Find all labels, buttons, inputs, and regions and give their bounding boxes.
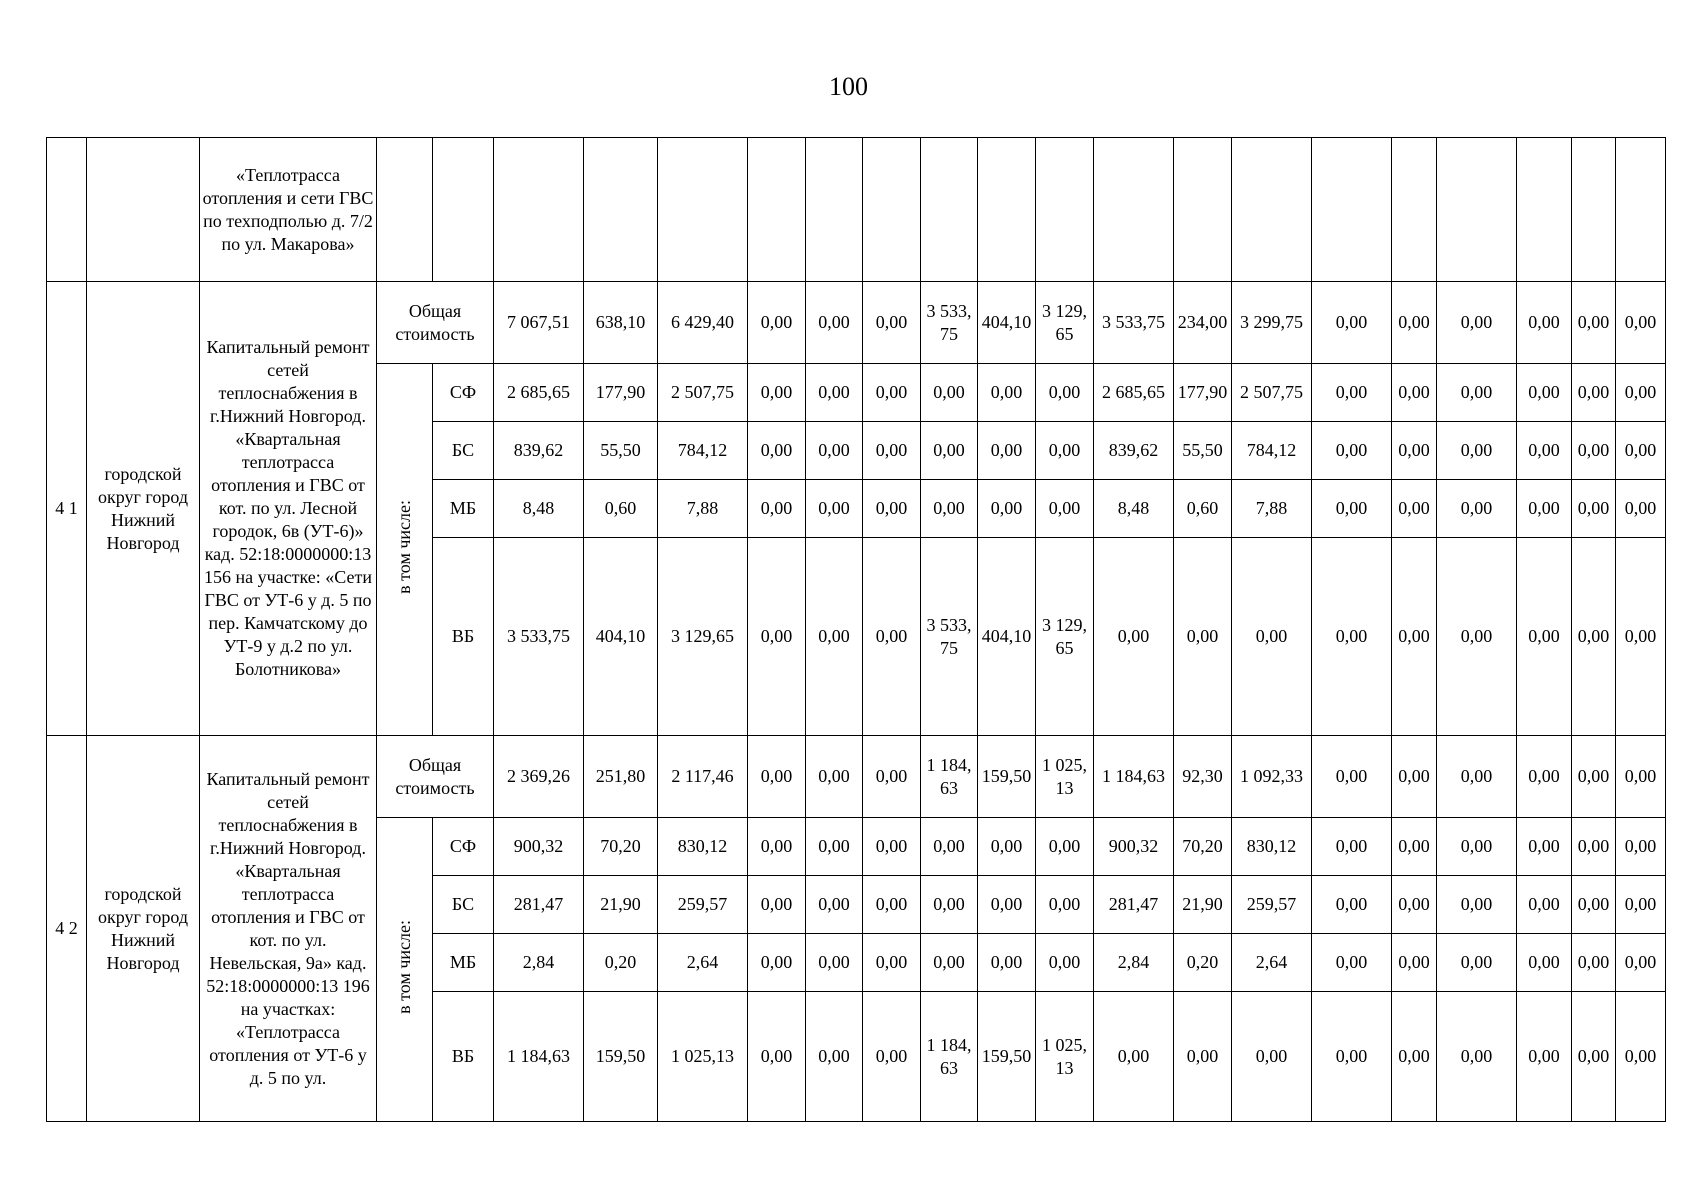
- value-cell: 7,88: [1232, 480, 1312, 538]
- value-cell: 159,50: [978, 992, 1036, 1122]
- value-cell: 0,00: [1437, 818, 1517, 876]
- value-cell: 0,00: [978, 818, 1036, 876]
- value-cell: 0,00: [1517, 818, 1572, 876]
- value-cell: 0,00: [1392, 364, 1437, 422]
- value-cell: 0,60: [1174, 480, 1232, 538]
- territory-cell: городской округ город Нижний Новгород: [87, 736, 200, 1122]
- value-cell: 784,12: [1232, 422, 1312, 480]
- value-cell: 830,12: [658, 818, 748, 876]
- funding-source-label: МБ: [433, 480, 494, 538]
- value-cell: 0,00: [1036, 480, 1094, 538]
- value-cell: 0,00: [1392, 538, 1437, 736]
- value-cell: 638,10: [584, 282, 658, 364]
- value-cell: 0,00: [748, 818, 806, 876]
- value-cell: 0,00: [1616, 818, 1666, 876]
- label-cell: [377, 138, 433, 282]
- value-cell: 0,00: [748, 934, 806, 992]
- territory-cell: городской округ город Нижний Новгород: [87, 282, 200, 736]
- value-cell: [921, 138, 978, 282]
- value-cell: 0,00: [863, 736, 921, 818]
- value-cell: 900,32: [494, 818, 584, 876]
- value-cell: 0,00: [1392, 992, 1437, 1122]
- value-cell: 830,12: [1232, 818, 1312, 876]
- value-cell: 0,00: [1616, 992, 1666, 1122]
- value-cell: 1 184,63: [494, 992, 584, 1122]
- value-cell: 259,57: [658, 876, 748, 934]
- value-cell: 2 369,26: [494, 736, 584, 818]
- value-cell: 0,00: [863, 538, 921, 736]
- value-cell: 2,84: [494, 934, 584, 992]
- value-cell: 0,00: [1392, 876, 1437, 934]
- value-cell: 0,00: [1572, 282, 1616, 364]
- value-cell: 0,00: [1437, 422, 1517, 480]
- breakdown-label-cell: [377, 364, 433, 736]
- value-cell: 0,00: [806, 538, 863, 736]
- value-cell: 1 184,63: [1094, 736, 1174, 818]
- value-cell: [1437, 138, 1517, 282]
- value-cell: 0,00: [1572, 480, 1616, 538]
- value-cell: 900,32: [1094, 818, 1174, 876]
- value-cell: 70,20: [1174, 818, 1232, 876]
- value-cell: 0,00: [1174, 538, 1232, 736]
- value-cell: 0,00: [1036, 876, 1094, 934]
- value-cell: [806, 138, 863, 282]
- value-cell: 3 129,65: [658, 538, 748, 736]
- value-cell: 0,00: [1437, 282, 1517, 364]
- value-cell: 0,00: [1392, 422, 1437, 480]
- value-cell: 0,00: [863, 818, 921, 876]
- value-cell: 8,48: [494, 480, 584, 538]
- value-cell: [1094, 138, 1174, 282]
- row-number-cell: 4 2: [47, 736, 87, 1122]
- funding-source-label: МБ: [433, 934, 494, 992]
- value-cell: 0,00: [1036, 422, 1094, 480]
- value-cell: 0,00: [921, 876, 978, 934]
- value-cell: 0,00: [1572, 992, 1616, 1122]
- value-cell: 839,62: [494, 422, 584, 480]
- value-cell: 0,00: [1437, 480, 1517, 538]
- value-cell: 1 184,63: [921, 736, 978, 818]
- table-row-total: [47, 282, 1666, 364]
- value-cell: 0,00: [806, 480, 863, 538]
- funding-source-label: СФ: [433, 364, 494, 422]
- value-cell: 0,00: [1437, 876, 1517, 934]
- table-row-total: [47, 736, 1666, 818]
- row-number-cell: [47, 138, 87, 282]
- value-cell: 0,00: [1437, 934, 1517, 992]
- value-cell: 0,00: [1572, 422, 1616, 480]
- value-cell: 55,50: [584, 422, 658, 480]
- value-cell: [1232, 138, 1312, 282]
- value-cell: 1 025,13: [1036, 736, 1094, 818]
- value-cell: 0,00: [921, 480, 978, 538]
- value-cell: 259,57: [1232, 876, 1312, 934]
- value-cell: 21,90: [1174, 876, 1232, 934]
- value-cell: 0,00: [1616, 422, 1666, 480]
- value-cell: 8,48: [1094, 480, 1174, 538]
- value-cell: 0,00: [1437, 538, 1517, 736]
- value-cell: 3 533,75: [921, 282, 978, 364]
- source-cell: [433, 138, 494, 282]
- value-cell: 0,00: [748, 364, 806, 422]
- value-cell: 2,84: [1094, 934, 1174, 992]
- value-cell: 1 025,13: [1036, 992, 1094, 1122]
- value-cell: 0,00: [1312, 422, 1392, 480]
- value-cell: 2,64: [658, 934, 748, 992]
- value-cell: 0,00: [1572, 934, 1616, 992]
- value-cell: 0,00: [1312, 736, 1392, 818]
- territory-cell: [87, 138, 200, 282]
- value-cell: [584, 138, 658, 282]
- value-cell: 0,00: [1312, 992, 1392, 1122]
- value-cell: 0,00: [1312, 480, 1392, 538]
- value-cell: 0,00: [863, 934, 921, 992]
- value-cell: 177,90: [584, 364, 658, 422]
- value-cell: 3 533,75: [921, 538, 978, 736]
- value-cell: 70,20: [584, 818, 658, 876]
- value-cell: 21,90: [584, 876, 658, 934]
- value-cell: 784,12: [658, 422, 748, 480]
- value-cell: 0,00: [1036, 934, 1094, 992]
- value-cell: 0,00: [1036, 818, 1094, 876]
- total-cost-label: Общая стоимость: [377, 282, 494, 364]
- value-cell: 0,00: [1036, 364, 1094, 422]
- value-cell: [1572, 138, 1616, 282]
- value-cell: 0,00: [921, 818, 978, 876]
- value-cell: 0,00: [1616, 934, 1666, 992]
- value-cell: 0,00: [806, 818, 863, 876]
- value-cell: [1174, 138, 1232, 282]
- value-cell: 0,00: [1437, 736, 1517, 818]
- value-cell: 0,00: [921, 422, 978, 480]
- value-cell: 0,20: [584, 934, 658, 992]
- value-cell: 0,00: [806, 876, 863, 934]
- row-number-cell: 4 1: [47, 282, 87, 736]
- value-cell: 0,00: [978, 364, 1036, 422]
- value-cell: 0,00: [1517, 422, 1572, 480]
- value-cell: 0,00: [1572, 876, 1616, 934]
- value-cell: 0,00: [1572, 538, 1616, 736]
- value-cell: 0,00: [1616, 538, 1666, 736]
- value-cell: 0,00: [1517, 480, 1572, 538]
- value-cell: [1392, 138, 1437, 282]
- value-cell: 0,00: [1312, 876, 1392, 934]
- value-cell: 0,00: [1517, 934, 1572, 992]
- value-cell: [748, 138, 806, 282]
- funding-table: [46, 137, 1666, 1122]
- value-cell: 0,00: [921, 934, 978, 992]
- value-cell: 0,60: [584, 480, 658, 538]
- value-cell: 281,47: [1094, 876, 1174, 934]
- value-cell: 404,10: [584, 538, 658, 736]
- value-cell: 2 685,65: [1094, 364, 1174, 422]
- value-cell: 234,00: [1174, 282, 1232, 364]
- value-cell: 0,00: [863, 282, 921, 364]
- value-cell: 0,00: [806, 934, 863, 992]
- value-cell: 1 184,63: [921, 992, 978, 1122]
- value-cell: 0,00: [1312, 934, 1392, 992]
- value-cell: [978, 138, 1036, 282]
- value-cell: 7,88: [658, 480, 748, 538]
- value-cell: 0,00: [1517, 876, 1572, 934]
- value-cell: 0,00: [1392, 934, 1437, 992]
- value-cell: 0,00: [1517, 364, 1572, 422]
- value-cell: 3 299,75: [1232, 282, 1312, 364]
- object-description-cell: Капитальный ремонт сетей теплоснабжения в г.Нижний Новгород. «Квартальная теплотрасса отопления и ГВС от кот. по ул. Невельская, 9а» кад. 52:18:0000000:13 196 на участках: «Теплотрасса отопления от УТ-6 у д. 5 по ул.: [200, 736, 377, 1122]
- value-cell: 92,30: [1174, 736, 1232, 818]
- value-cell: 7 067,51: [494, 282, 584, 364]
- value-cell: 0,00: [1437, 364, 1517, 422]
- value-cell: 0,00: [748, 422, 806, 480]
- value-cell: 0,00: [863, 364, 921, 422]
- value-cell: 0,00: [1312, 282, 1392, 364]
- page-number: 100: [829, 72, 868, 101]
- object-description-cell: «Теплотрасса отопления и сети ГВС по техподполью д. 7/2 по ул. Макарова»: [200, 138, 377, 282]
- value-cell: 0,00: [806, 422, 863, 480]
- value-cell: 0,00: [863, 992, 921, 1122]
- value-cell: 0,00: [1616, 364, 1666, 422]
- value-cell: 0,00: [748, 282, 806, 364]
- value-cell: 0,00: [1094, 538, 1174, 736]
- value-cell: 0,00: [1232, 992, 1312, 1122]
- value-cell: 0,00: [1174, 992, 1232, 1122]
- value-cell: 0,00: [921, 364, 978, 422]
- value-cell: 0,00: [1392, 282, 1437, 364]
- value-cell: 3 129,65: [1036, 282, 1094, 364]
- value-cell: 2 507,75: [658, 364, 748, 422]
- value-cell: 0,00: [1572, 818, 1616, 876]
- value-cell: 0,00: [806, 282, 863, 364]
- value-cell: 281,47: [494, 876, 584, 934]
- value-cell: 0,00: [1517, 992, 1572, 1122]
- value-cell: 0,00: [1616, 876, 1666, 934]
- value-cell: 0,00: [1232, 538, 1312, 736]
- funding-source-label: БС: [433, 876, 494, 934]
- value-cell: 0,00: [748, 538, 806, 736]
- value-cell: 0,00: [748, 992, 806, 1122]
- value-cell: 0,00: [748, 480, 806, 538]
- value-cell: 3 533,75: [1094, 282, 1174, 364]
- breakdown-label-cell: [377, 818, 433, 1122]
- value-cell: 0,00: [806, 364, 863, 422]
- value-cell: 0,00: [1312, 818, 1392, 876]
- value-cell: 0,00: [806, 736, 863, 818]
- value-cell: 2 507,75: [1232, 364, 1312, 422]
- funding-source-label: ВБ: [433, 992, 494, 1122]
- value-cell: 0,00: [1312, 538, 1392, 736]
- value-cell: 0,00: [1616, 282, 1666, 364]
- funding-source-label: БС: [433, 422, 494, 480]
- value-cell: 0,00: [1392, 736, 1437, 818]
- value-cell: 0,00: [1392, 818, 1437, 876]
- value-cell: [863, 138, 921, 282]
- value-cell: 0,00: [863, 480, 921, 538]
- value-cell: 0,00: [978, 876, 1036, 934]
- value-cell: 0,20: [1174, 934, 1232, 992]
- value-cell: 3 129,65: [1036, 538, 1094, 736]
- value-cell: 0,00: [1572, 364, 1616, 422]
- value-cell: 159,50: [978, 736, 1036, 818]
- value-cell: 0,00: [978, 422, 1036, 480]
- value-cell: 0,00: [1437, 992, 1517, 1122]
- value-cell: 0,00: [1517, 736, 1572, 818]
- funding-source-label: ВБ: [433, 538, 494, 736]
- value-cell: 0,00: [1094, 992, 1174, 1122]
- object-description-cell: Капитальный ремонт сетей теплоснабжения в г.Нижний Новгород. «Квартальная теплотрасса отопления и ГВС от кот. по ул. Лесной городок, 6в (УТ-6)» кад. 52:18:0000000:13 156 на участке: «Сети ГВС от УТ-6 у д. 5 по пер. Камчатскому до УТ-9 у д.2 по ул. Болотникова»: [200, 282, 377, 736]
- value-cell: 2 117,46: [658, 736, 748, 818]
- value-cell: 0,00: [978, 480, 1036, 538]
- value-cell: 0,00: [1392, 480, 1437, 538]
- value-cell: 6 429,40: [658, 282, 748, 364]
- value-cell: 177,90: [1174, 364, 1232, 422]
- value-cell: 0,00: [863, 876, 921, 934]
- funding-source-label: СФ: [433, 818, 494, 876]
- value-cell: 0,00: [1616, 736, 1666, 818]
- value-cell: 0,00: [1312, 364, 1392, 422]
- value-cell: 0,00: [863, 422, 921, 480]
- value-cell: 2 685,65: [494, 364, 584, 422]
- value-cell: 0,00: [748, 876, 806, 934]
- breakdown-label: в том числе:: [394, 499, 414, 594]
- value-cell: [1312, 138, 1392, 282]
- value-cell: [1517, 138, 1572, 282]
- value-cell: 0,00: [1517, 282, 1572, 364]
- total-cost-label: Общая стоимость: [377, 736, 494, 818]
- value-cell: 0,00: [748, 736, 806, 818]
- value-cell: 159,50: [584, 992, 658, 1122]
- value-cell: 251,80: [584, 736, 658, 818]
- value-cell: 404,10: [978, 282, 1036, 364]
- value-cell: 0,00: [978, 934, 1036, 992]
- value-cell: [1036, 138, 1094, 282]
- value-cell: 1 025,13: [658, 992, 748, 1122]
- value-cell: 0,00: [1517, 538, 1572, 736]
- value-cell: 839,62: [1094, 422, 1174, 480]
- value-cell: 0,00: [1616, 480, 1666, 538]
- value-cell: 55,50: [1174, 422, 1232, 480]
- value-cell: 404,10: [978, 538, 1036, 736]
- value-cell: [1616, 138, 1666, 282]
- value-cell: [658, 138, 748, 282]
- value-cell: 0,00: [1572, 736, 1616, 818]
- value-cell: 0,00: [806, 992, 863, 1122]
- value-cell: 2,64: [1232, 934, 1312, 992]
- table-row-continuation: [47, 138, 1666, 282]
- value-cell: 1 092,33: [1232, 736, 1312, 818]
- breakdown-label: в том числе:: [394, 919, 414, 1014]
- value-cell: [494, 138, 584, 282]
- value-cell: 3 533,75: [494, 538, 584, 736]
